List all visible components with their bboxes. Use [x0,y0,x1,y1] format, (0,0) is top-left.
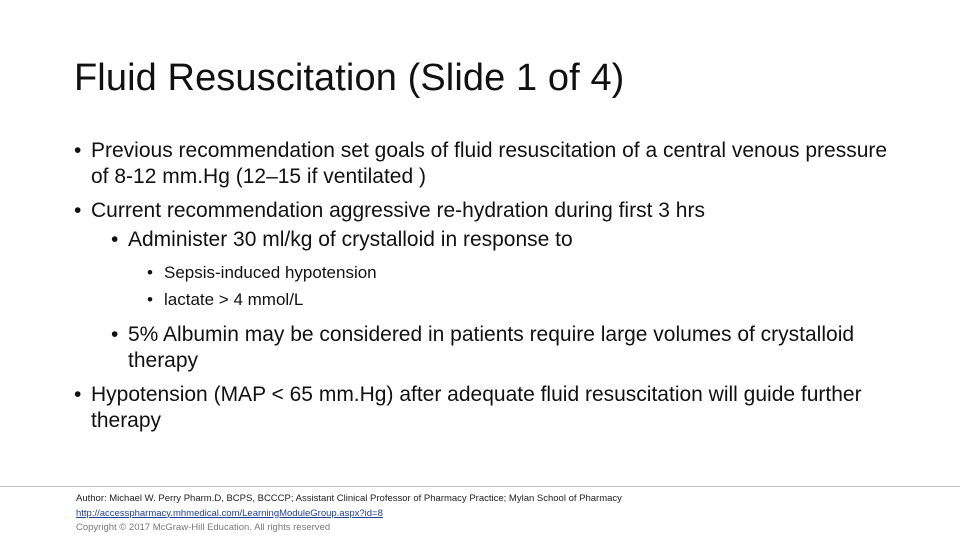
sub-bullet-item [74,227,894,253]
sub-bullet-item [74,322,894,374]
footer-divider [0,486,960,487]
bullet-dot-icon: • [111,323,119,346]
bullet-text: Administer 30 ml/kg of crystalloid in response to [128,228,573,251]
bullet-item [74,198,894,224]
bullet-list [74,138,894,434]
sub-sub-bullet-item [74,262,894,283]
bullet-dot-icon: • [74,199,82,222]
bullet-dot-icon: • [147,290,153,309]
bullet-item [74,382,894,434]
bullet-text: Sepsis-induced hypotension [164,263,377,282]
bullet-dot-icon: • [74,383,82,406]
bullet-dot-icon: • [74,139,82,162]
footer [76,492,926,536]
slide-title: Fluid Resuscitation (Slide 1 of 4) [74,57,625,99]
bullet-text: lactate > 4 mmol/L [164,290,304,309]
footer-copyright: Copyright © 2017 McGraw-Hill Education. All rights reserved [76,522,331,533]
bullet-text: Hypotension (MAP < 65 mm.Hg) after adequate fluid resuscitation will guide further therapy [91,383,862,432]
bullet-item [74,138,894,190]
bullet-text: Previous recommendation set goals of fluid resuscitation of a central venous pressure of 8-12 mm.Hg (12–15 if ventilated ) [91,139,888,188]
bullet-text: 5% Albumin may be considered in patients require large volumes of crystalloid therapy [128,323,855,372]
footer-link[interactable]: http://accesspharmacy.mhmedical.com/LearningModuleGroup.aspx?id=8 [76,507,383,519]
bullet-text: Current recommendation aggressive re-hydration during first 3 hrs [91,199,705,222]
footer-author: Author: Michael W. Perry Pharm.D, BCPS, BCCCP; Assistant Clinical Professor of Pharmacy Practice; Mylan School of Pharmacy [76,493,622,504]
sub-sub-bullet-item [74,289,894,310]
bullet-dot-icon: • [147,263,153,282]
bullet-dot-icon: • [111,228,119,251]
